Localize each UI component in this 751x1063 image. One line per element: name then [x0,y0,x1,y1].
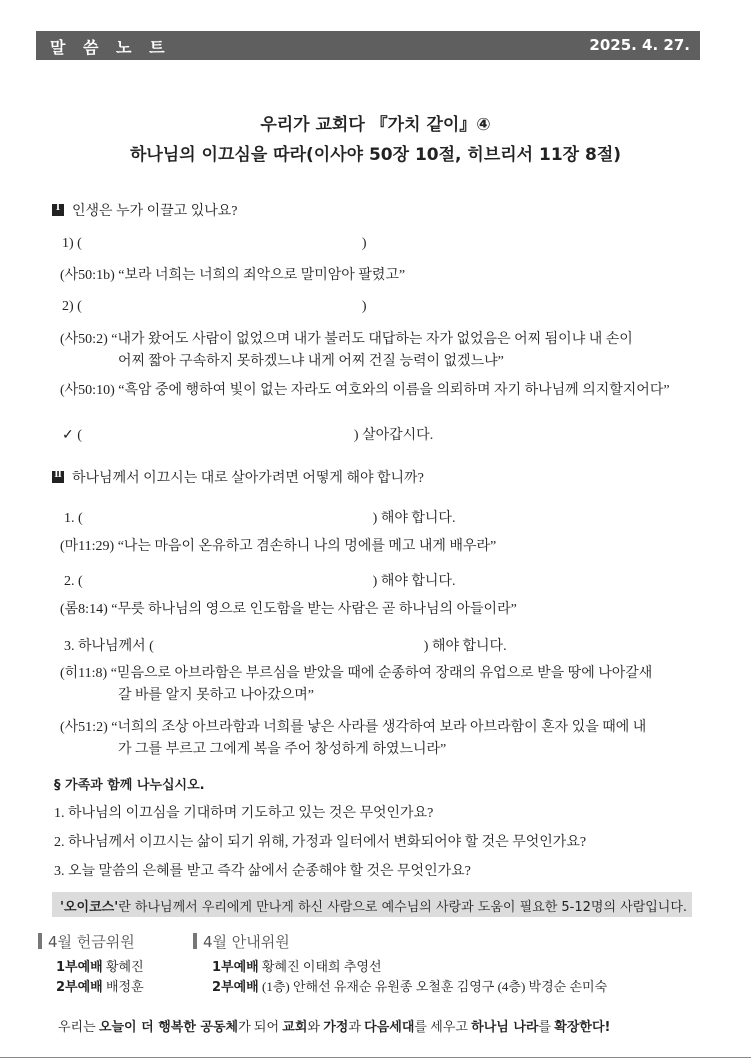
offering-committee-title: 4월 헌금위원 [38,931,135,952]
section2-item1: 1. ( ) 해야 합니다. [64,511,456,526]
oikos-definition: 란 하나님께서 우리에게 만나게 하신 사람으로 예수님의 사랑과 도움이 필요한 5-12명의 사람입니다. [118,900,688,915]
section1-item2: 2) ( ) [62,299,367,314]
section2-heading: Ⅱ 하나님께서 이끄시는 대로 살아가려면 어떻게 해야 합니까? [52,467,424,487]
section1-check: ✓ ( ) 살아갑시다. [62,428,434,443]
section-marker [38,933,42,949]
section2-verse2: (롬8:14) “무릇 하나님의 영으로 인도함을 받는 사람은 곧 하나님의 아들이라” [60,602,517,617]
section2-verse3a: (히11:8) “믿음으로 아브라함은 부르심을 받았을 때에 순종하여 장래의 유업으로 받을 땅에 나아갈새 [60,666,653,681]
church-motto: 우리는 오늘이 더 행복한 공동체가 되어 교회와 가정과 다음세대를 세우고 하나님 나라를 확장한다! [58,1019,611,1035]
offering-service-2: 2부예배 배정훈 [56,979,144,995]
usher-service-2: 2부예배 (1층) 안해선 유재순 유원종 오철훈 김영구 (4층) 박경순 손미숙 [212,979,608,995]
header-date: 2025. 4. 27. [589,36,690,54]
section2-item3: 3. 하나님께서 ( ) 해야 합니다. [64,639,507,654]
header-bar [36,31,700,60]
family-question-3: 3. 오늘 말씀의 은혜를 받고 즉각 삶에서 순종해야 할 것은 무엇인가요? [54,864,471,879]
family-heading: § 가족과 함께 나누십시오. [54,778,205,793]
usher-service-1: 1부예배 황혜진 이태희 추영선 [212,959,382,975]
family-question-2: 2. 하나님께서 이끄시는 삶이 되기 위해, 가정과 일터에서 변화되어야 할 것은 무엇인가요? [54,835,587,850]
footer-divider [0,1057,751,1058]
section1-verse2b: 어찌 짧아 구속하지 못하겠느냐 내게 어찌 건질 능력이 없겠느냐” [118,354,504,369]
sermon-title: 우리가 교회다 『가치 같이』④ [260,115,491,135]
oikos-term: '오이코스' [60,900,119,915]
family-question-1: 1. 하나님의 이끄심을 기대하며 기도하고 있는 것은 무엇인가요? [54,806,434,821]
section2-verse1: (마11:29) “나는 마음이 온유하고 겸손하니 나의 멍에를 메고 내게 배우라” [60,539,497,554]
sermon-subtitle: 하나님의 이끄심을 따라(이사야 50장 10절, 히브리서 11장 8절) [129,145,622,165]
offering-service-1: 1부예배 황혜진 [56,959,144,975]
section2-numeral-box: Ⅱ [52,471,64,483]
section2-verse4a: (사51:2) “너희의 조상 아브라함과 너희를 낳은 사라를 생각하여 보라 아브라함이 혼자 있을 때에 내 [60,720,647,735]
oikos-callout [52,892,692,917]
section1-verse1: (사50:1b) “보라 너희는 너희의 죄악으로 말미암아 팔렸고” [60,268,406,283]
section-marker [193,933,197,949]
section1-verse2a: (사50:2) “내가 왔어도 사람이 없었으며 내가 불러도 대답하는 자가 없었음은 어찌 됨이냐 내 손이 [60,332,633,347]
header-label: 말 씀 노 트 [50,38,171,57]
section2-verse4b: 가 그를 부르고 그에게 복을 주어 창성하게 하였느니라” [118,742,447,757]
section1-verse3: (사50:10) “흑암 중에 행하여 빛이 없는 자라도 여호와의 이름을 의뢰하며 자기 하나님께 의지할지어다” [60,383,670,398]
usher-committee-title: 4월 안내위원 [193,931,290,952]
section2-verse3b: 갈 바를 알지 못하고 나아갔으며” [118,688,315,703]
section1-heading: Ⅰ 인생은 누가 이끌고 있나요? [52,200,237,220]
section2-item2: 2. ( ) 해야 합니다. [64,574,456,589]
section1-item1: 1) ( ) [62,236,367,251]
section1-numeral-box: Ⅰ [52,204,64,216]
